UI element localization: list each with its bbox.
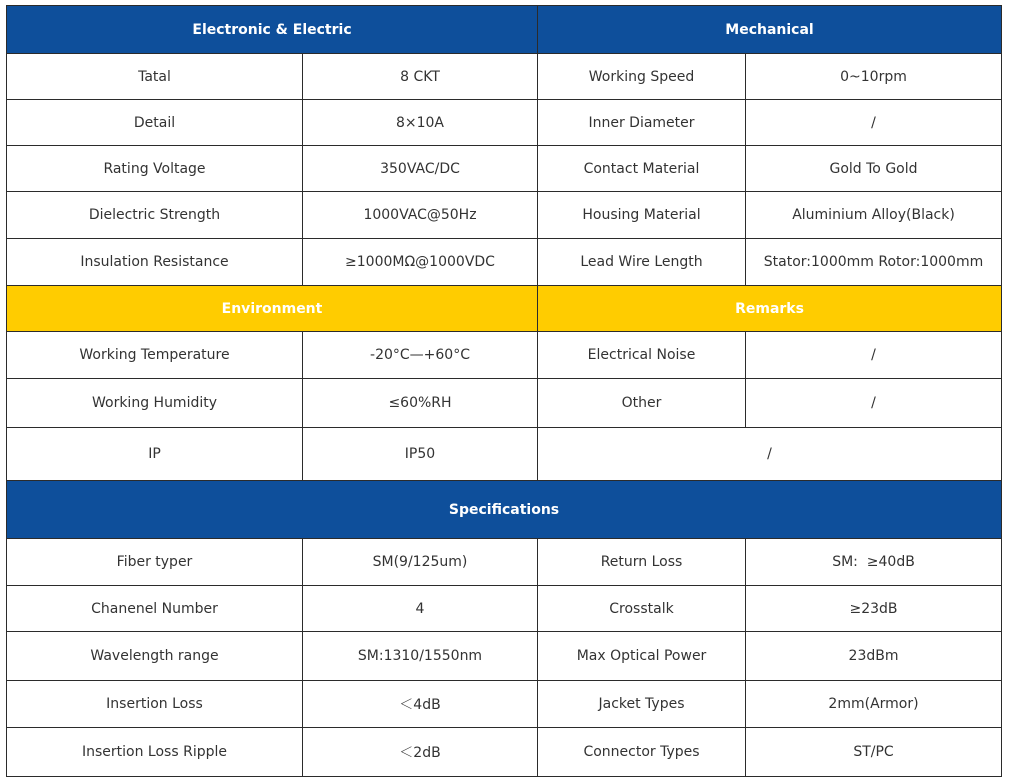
param-value: /	[746, 332, 1002, 379]
table-row	[7, 586, 1002, 632]
table-row	[7, 632, 1002, 681]
param-label: Working Speed	[538, 54, 746, 100]
param-value: 23dBm	[746, 632, 1002, 681]
param-value: 350VAC/DC	[303, 146, 538, 192]
param-label: Rating Voltage	[7, 146, 303, 192]
param-label: Detail	[7, 100, 303, 146]
table-row	[7, 239, 1002, 286]
param-value: 4	[303, 586, 538, 632]
table-row	[7, 146, 1002, 192]
table-row	[7, 379, 1002, 428]
param-value: IP50	[303, 428, 538, 481]
param-label: Insertion Loss Ripple	[7, 728, 303, 777]
param-value: SM: ≥40dB	[746, 539, 1002, 586]
param-value: SM:1310/1550nm	[303, 632, 538, 681]
table-row	[7, 428, 1002, 481]
param-value: ST/PC	[746, 728, 1002, 777]
remarks-value: /	[538, 428, 1002, 481]
param-label: Fiber typer	[7, 539, 303, 586]
param-label: Lead Wire Length	[538, 239, 746, 286]
table-row	[7, 192, 1002, 239]
param-label: Contact Material	[538, 146, 746, 192]
param-value: Aluminium Alloy(Black)	[746, 192, 1002, 239]
param-label: Tatal	[7, 54, 303, 100]
param-value: SM(9/125um)	[303, 539, 538, 586]
section-header-row	[7, 481, 1002, 539]
param-label: Return Loss	[538, 539, 746, 586]
table-row	[7, 332, 1002, 379]
param-value: ≥1000MΩ@1000VDC	[303, 239, 538, 286]
param-label: Insertion Loss	[7, 681, 303, 728]
param-value: Stator:1000mm Rotor:1000mm	[746, 239, 1002, 286]
param-label: IP	[7, 428, 303, 481]
param-value: 1000VAC@50Hz	[303, 192, 538, 239]
param-label: Insulation Resistance	[7, 239, 303, 286]
section-header-row	[7, 6, 1002, 54]
spec-table	[6, 5, 1002, 777]
section-mechanical: Mechanical	[538, 6, 1002, 54]
param-label: Wavelength range	[7, 632, 303, 681]
param-value: ≥23dB	[746, 586, 1002, 632]
param-label: Other	[538, 379, 746, 428]
param-label: Electrical Noise	[538, 332, 746, 379]
param-label: Max Optical Power	[538, 632, 746, 681]
table-row	[7, 539, 1002, 586]
table-row	[7, 100, 1002, 146]
param-value: Gold To Gold	[746, 146, 1002, 192]
table-row	[7, 681, 1002, 728]
section-remarks: Remarks	[538, 286, 1002, 332]
param-label: Connector Types	[538, 728, 746, 777]
section-specifications: Specifications	[7, 481, 1002, 539]
param-value: ＜2dB	[303, 728, 538, 777]
param-label: Inner Diameter	[538, 100, 746, 146]
param-value: -20°C—+60°C	[303, 332, 538, 379]
param-value: 8×10A	[303, 100, 538, 146]
param-label: Working Temperature	[7, 332, 303, 379]
param-value: ≤60%RH	[303, 379, 538, 428]
param-value: /	[746, 100, 1002, 146]
param-label: Housing Material	[538, 192, 746, 239]
param-value: 2mm(Armor)	[746, 681, 1002, 728]
table-row	[7, 728, 1002, 777]
param-label: Crosstalk	[538, 586, 746, 632]
param-value: 8 CKT	[303, 54, 538, 100]
section-header-row	[7, 286, 1002, 332]
section-electronic-electric: Electronic & Electric	[7, 6, 538, 54]
param-label: Dielectric Strength	[7, 192, 303, 239]
param-label: Jacket Types	[538, 681, 746, 728]
table-row	[7, 54, 1002, 100]
param-label: Chanenel Number	[7, 586, 303, 632]
section-environment: Environment	[7, 286, 538, 332]
param-value: 0~10rpm	[746, 54, 1002, 100]
param-value: /	[746, 379, 1002, 428]
param-label: Working Humidity	[7, 379, 303, 428]
param-value: ＜4dB	[303, 681, 538, 728]
